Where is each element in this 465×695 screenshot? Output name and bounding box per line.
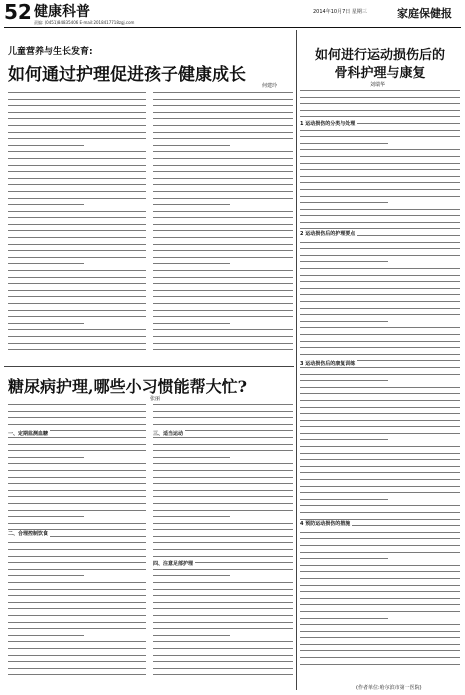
body-text-line [300, 387, 460, 388]
article2-subheading: 四、注意足部护理 [153, 561, 194, 567]
body-text-line [300, 492, 460, 493]
body-text-line [153, 290, 293, 291]
body-text-line [8, 483, 146, 484]
body-text-line [300, 354, 460, 355]
body-text-line [153, 569, 293, 570]
body-text-line [153, 655, 293, 656]
body-text-line [300, 103, 460, 104]
body-text-line [153, 118, 293, 119]
body-text-line [153, 250, 293, 251]
body-text-line [8, 211, 146, 212]
body-text-line [300, 598, 460, 599]
body-text-line [300, 261, 388, 262]
body-text-line [300, 169, 460, 170]
body-text-line [8, 595, 146, 596]
body-text-line [300, 176, 460, 177]
body-text-line [8, 217, 146, 218]
body-text-line [300, 294, 460, 295]
body-text-line [153, 463, 293, 464]
body-text-line [300, 420, 460, 421]
body-text-line [153, 503, 293, 504]
body-text-line [8, 99, 146, 100]
body-text-line [300, 393, 460, 394]
body-text-line [153, 217, 293, 218]
article2-body-col2 [153, 404, 293, 686]
article3-headline-line2: 骨科护理与康复 [334, 66, 426, 81]
body-text-line [300, 644, 460, 645]
body-text-line [153, 316, 293, 317]
body-text-line [300, 321, 388, 322]
body-text-line [8, 349, 146, 350]
body-text-line [8, 470, 146, 471]
body-text-line [300, 367, 460, 368]
body-text-line [8, 329, 146, 330]
body-text-line [300, 664, 460, 665]
body-text-line [300, 308, 460, 309]
body-text-line [8, 158, 146, 159]
body-text-line [153, 608, 293, 609]
body-text-line [300, 149, 460, 150]
issue-date: 2014年10月7日 星期三 [313, 9, 367, 15]
body-text-line [8, 303, 146, 304]
body-text-line [8, 277, 146, 278]
body-text-line [300, 472, 460, 473]
body-text-line [8, 450, 146, 451]
article3-body [300, 90, 460, 675]
body-text-line [153, 457, 230, 458]
body-text-line [153, 510, 293, 511]
body-text-line [300, 143, 388, 144]
body-text-line [8, 648, 146, 649]
body-text-line [153, 171, 293, 172]
body-text-line [8, 424, 146, 425]
body-text-line [300, 202, 388, 203]
body-text-line [300, 538, 460, 539]
body-text-line [153, 99, 293, 100]
body-text-line [153, 237, 293, 238]
body-text-line [300, 611, 460, 612]
body-text-line [153, 444, 293, 445]
body-text-line [300, 136, 460, 137]
body-text-line [8, 510, 146, 511]
body-text-line [8, 118, 146, 119]
article1-body-col2 [153, 92, 293, 362]
article1-body-col1 [8, 92, 146, 362]
body-text-line [153, 138, 293, 139]
body-text-line [153, 529, 293, 530]
body-text-line [153, 490, 293, 491]
body-text-line [300, 222, 460, 223]
body-text-line [153, 191, 293, 192]
body-text-line [8, 556, 146, 557]
article2-subheading: 三、适当运动 [153, 431, 184, 437]
body-text-line [8, 668, 146, 669]
body-text-line [153, 674, 293, 675]
body-text-line [153, 244, 293, 245]
body-text-line [8, 477, 146, 478]
body-text-line [153, 589, 293, 590]
body-text-line [300, 499, 388, 500]
body-text-line [8, 622, 146, 623]
body-text-line [153, 582, 293, 583]
body-text-line [153, 310, 293, 311]
body-text-line [8, 257, 146, 258]
body-text-line [153, 556, 293, 557]
body-text-line [153, 575, 230, 576]
body-text-line [300, 341, 460, 342]
body-text-line [300, 380, 388, 381]
body-text-line [8, 224, 146, 225]
body-text-line [153, 549, 293, 550]
body-text-line [300, 479, 460, 480]
body-text-line [153, 635, 230, 636]
body-text-line [153, 296, 293, 297]
body-text-line [300, 248, 460, 249]
body-text-line [8, 270, 146, 271]
body-text-line [8, 444, 146, 445]
body-text-line [153, 437, 293, 438]
body-text-line [300, 288, 460, 289]
body-text-line [300, 314, 460, 315]
body-text-line [8, 296, 146, 297]
body-text-line [153, 204, 230, 205]
body-text-line [300, 637, 460, 638]
column-divider [296, 30, 297, 690]
body-text-line [300, 374, 460, 375]
body-text-line [8, 316, 146, 317]
body-text-line [153, 668, 293, 669]
body-text-line [153, 224, 293, 225]
body-text-line [8, 575, 84, 576]
body-text-line [8, 138, 146, 139]
body-text-line [153, 417, 293, 418]
body-text-line [300, 268, 460, 269]
body-text-line [153, 483, 293, 484]
body-text-line [8, 516, 84, 517]
body-text-line [153, 496, 293, 497]
body-text-line [300, 255, 460, 256]
newspaper-title: 家庭保健报 [397, 7, 452, 20]
body-text-line [8, 490, 146, 491]
body-text-line [153, 112, 293, 113]
body-text-line [153, 661, 293, 662]
body-text-line [300, 163, 460, 164]
body-text-line [300, 281, 460, 282]
body-text-line [8, 641, 146, 642]
body-text-line [8, 615, 146, 616]
body-text-line [300, 650, 460, 651]
body-text-line [153, 303, 293, 304]
body-text-line [8, 105, 146, 106]
body-text-line [300, 565, 460, 566]
body-text-line [153, 270, 293, 271]
article1-headline: 如何通过护理促进孩子健康成长 [8, 65, 246, 85]
body-text-line [8, 589, 146, 590]
body-text-line [8, 417, 146, 418]
body-text-line [153, 523, 293, 524]
body-text-line [300, 571, 460, 572]
body-text-line [8, 569, 146, 570]
article2-byline: 张丽 [150, 396, 161, 402]
footer-note: (作者单位:哈尔滨市第一医院) [356, 685, 422, 691]
body-text-line [8, 523, 146, 524]
body-text-line [300, 433, 460, 434]
body-text-line [153, 211, 293, 212]
body-text-line [153, 641, 293, 642]
body-text-line [153, 450, 293, 451]
article1-kicker: 儿童营养与生长发育: [8, 47, 93, 57]
body-text-line [8, 411, 146, 412]
body-text-line [8, 125, 146, 126]
body-text-line [153, 536, 293, 537]
body-text-line [300, 116, 460, 117]
body-text-line [8, 582, 146, 583]
body-text-line [300, 505, 460, 506]
body-text-line [153, 628, 293, 629]
body-text-line [300, 275, 460, 276]
body-text-line [8, 178, 146, 179]
body-text-line [300, 182, 460, 183]
body-text-line [8, 628, 146, 629]
body-text-line [8, 674, 146, 675]
body-text-line [153, 622, 293, 623]
article3-subheading: 4 预防运动损伤的措施 [300, 521, 351, 527]
body-text-line [8, 310, 146, 311]
body-text-line [300, 585, 460, 586]
body-text-line [300, 604, 460, 605]
article2-subheading: 二、合理控制饮食 [8, 531, 49, 537]
section-title: 健康科普 [34, 4, 90, 20]
body-text-line [8, 404, 146, 405]
body-text-line [8, 92, 146, 93]
body-text-line [8, 283, 146, 284]
article1-byline: 何建玲 [262, 83, 278, 89]
body-text-line [300, 407, 460, 408]
body-text-line [153, 470, 293, 471]
article3-subheading: 1 运动损伤的分类与处理 [300, 121, 356, 127]
body-text-line [8, 343, 146, 344]
body-text-line [300, 532, 460, 533]
body-text-line [300, 512, 460, 513]
body-text-line [300, 446, 460, 447]
body-text-line [153, 184, 293, 185]
body-text-line [8, 496, 146, 497]
body-text-line [8, 336, 146, 337]
body-text-line [153, 277, 293, 278]
body-text-line [8, 503, 146, 504]
page-header [0, 0, 465, 28]
article2-subheading: 一、定期监测血糖 [8, 431, 49, 437]
page-number: 52 [4, 0, 32, 24]
body-text-line [8, 230, 146, 231]
body-text-line [153, 92, 293, 93]
body-text-line [153, 329, 293, 330]
body-text-line [153, 263, 230, 264]
body-text-line [300, 459, 460, 460]
body-text-line [153, 158, 293, 159]
body-text-line [8, 655, 146, 656]
body-text-line [300, 486, 460, 487]
body-text-line [300, 334, 460, 335]
section-divider [4, 366, 294, 367]
body-text-line [153, 125, 293, 126]
body-text-line [153, 165, 293, 166]
body-text-line [300, 110, 460, 111]
body-text-line [153, 198, 293, 199]
body-text-line [300, 209, 460, 210]
body-text-line [8, 165, 146, 166]
body-text-line [300, 439, 388, 440]
body-text-line [300, 624, 460, 625]
body-text-line [153, 343, 293, 344]
body-text-line [8, 463, 146, 464]
body-text-line [300, 301, 460, 302]
body-text-line [300, 657, 460, 658]
body-text-line [300, 591, 460, 592]
body-text-line [300, 426, 460, 427]
body-text-line [8, 171, 146, 172]
body-text-line [8, 608, 146, 609]
body-text-line [300, 618, 388, 619]
body-text-line [300, 196, 460, 197]
body-text-line [153, 542, 293, 543]
body-text-line [153, 257, 293, 258]
body-text-line [153, 145, 230, 146]
editor-contact: 责编: (0451)84835406 E-mail:2018417718zgj.com [34, 20, 135, 25]
body-text-line [300, 631, 460, 632]
body-text-line [153, 349, 293, 350]
body-text-line [300, 242, 460, 243]
body-text-line [8, 244, 146, 245]
body-text-line [153, 648, 293, 649]
body-text-line [300, 400, 460, 401]
body-text-line [8, 661, 146, 662]
article3-subheading: 2 运动损伤后的护理要点 [300, 231, 356, 237]
body-text-line [153, 230, 293, 231]
body-text-line [8, 184, 146, 185]
body-text-line [153, 602, 293, 603]
body-text-line [300, 156, 460, 157]
body-text-line [300, 90, 460, 91]
article3-byline: 刘瑞华 [370, 82, 386, 88]
body-text-line [300, 552, 460, 553]
body-text-line [8, 191, 146, 192]
article2-body-col1 [8, 404, 146, 686]
body-text-line [8, 602, 146, 603]
body-text-line [8, 437, 146, 438]
body-text-line [153, 178, 293, 179]
body-text-line [153, 595, 293, 596]
article3-headline-line1: 如何进行运动损伤后的 [314, 48, 445, 63]
body-text-line [8, 198, 146, 199]
article3-subheading: 3 运动损伤后的康复训练 [300, 361, 356, 367]
body-text-line [153, 105, 293, 106]
body-text-line [8, 290, 146, 291]
body-text-line [300, 558, 388, 559]
body-text-line [153, 336, 293, 337]
article2-headline: 糖尿病护理,哪些小习惯能帮大忙? [8, 377, 247, 396]
body-text-line [153, 323, 230, 324]
body-text-line [8, 204, 84, 205]
body-text-line [8, 323, 84, 324]
body-text-line [153, 132, 293, 133]
body-text-line [300, 578, 460, 579]
body-text-line [8, 237, 146, 238]
body-text-line [8, 263, 84, 264]
body-text-line [8, 151, 146, 152]
body-text-line [8, 457, 84, 458]
body-text-line [153, 283, 293, 284]
body-text-line [300, 97, 460, 98]
body-text-line [300, 130, 460, 131]
body-text-line [153, 477, 293, 478]
body-text-line [153, 151, 293, 152]
body-text-line [8, 145, 84, 146]
body-text-line [153, 424, 293, 425]
body-text-line [8, 549, 146, 550]
body-text-line [8, 542, 146, 543]
body-text-line [8, 112, 146, 113]
body-text-line [300, 327, 460, 328]
body-text-line [153, 516, 230, 517]
body-text-line [153, 404, 293, 405]
body-text-line [300, 545, 460, 546]
body-text-line [8, 132, 146, 133]
body-text-line [8, 562, 146, 563]
body-text-line [300, 453, 460, 454]
header-rule [4, 27, 461, 28]
body-text-line [153, 411, 293, 412]
body-text-line [8, 635, 84, 636]
body-text-line [8, 250, 146, 251]
body-text-line [153, 615, 293, 616]
body-text-line [300, 189, 460, 190]
body-text-line [300, 347, 460, 348]
body-text-line [300, 215, 460, 216]
body-text-line [300, 413, 460, 414]
body-text-line [300, 466, 460, 467]
